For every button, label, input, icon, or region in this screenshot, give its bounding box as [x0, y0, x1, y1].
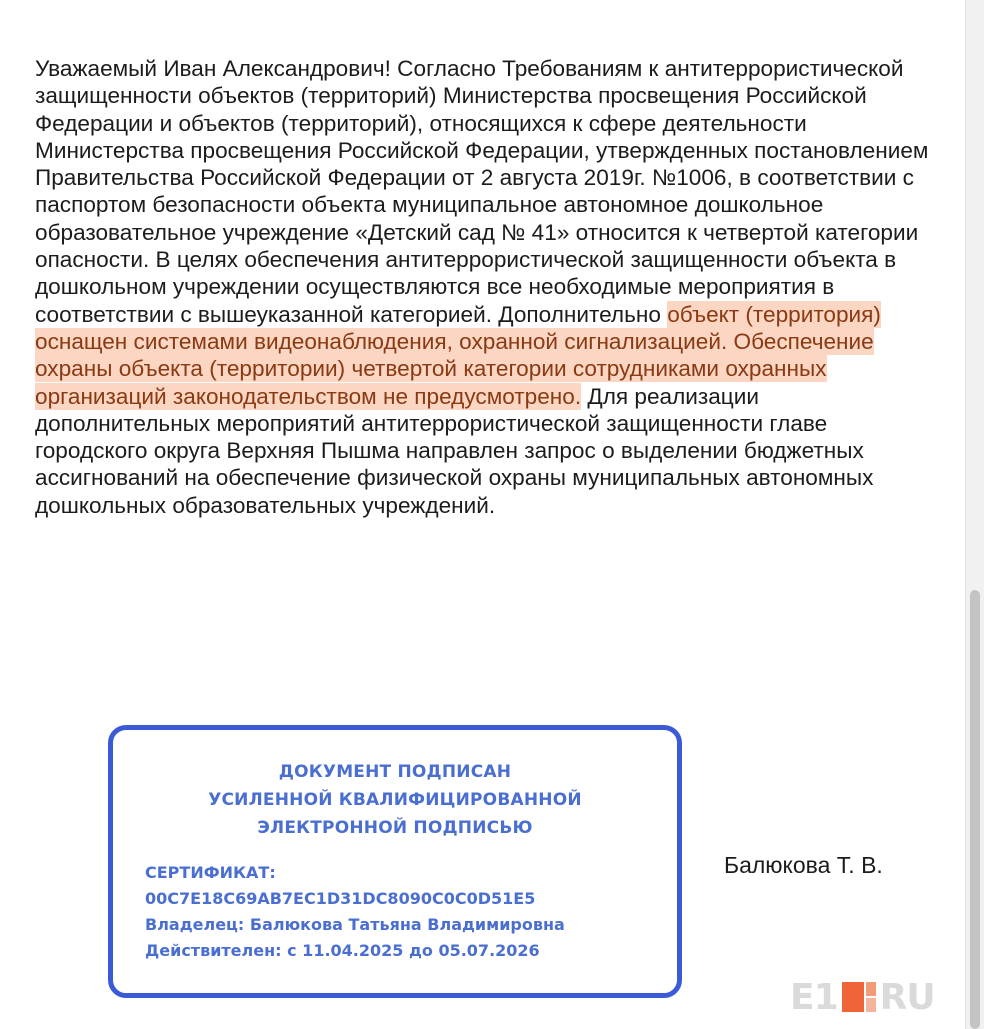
signatory-name: Балюкова Т. В.	[724, 852, 883, 878]
e1-logo-icon	[842, 980, 876, 1014]
certificate-number: 00C7E18C69AB7EC1D31DC8090C0C0D51E5	[145, 889, 536, 908]
scrollbar-thumb[interactable]	[970, 590, 980, 1029]
watermark-left-text: E1	[790, 976, 838, 1018]
electronic-signature-stamp	[108, 725, 682, 998]
e1-logo-watermark	[790, 975, 970, 1019]
vertical-scrollbar[interactable]	[965, 0, 984, 1029]
letter-text-part1: Уважаемый Иван Александрович! Согласно Требованиям к антитеррористической защищенности объектов (территорий) Министерства просвещения Российской Федерации и объектов (территорий), относящихся к сфере деятельности Министерства просвещения Российской Федерации, утвержденных постановлением Правительства Российской Федерации от 2 августа 2019г. №1006, в соответствии с паспортом безопасности объекта муниципальное автономное дошкольное образовательное учреждение «Детский сад № 41» относится к четвертой категории опасности. В целях обеспечения антитеррористической защищенности объекта в дошкольном учреждении осуществляются все необходимые мероприятия в соответствии с вышеуказанной категорией. Дополнительно	[35, 56, 929, 327]
stamp-heading-line3: ЭЛЕКТРОННОЙ ПОДПИСЬЮ	[257, 818, 533, 838]
stamp-heading-line2: УСИЛЕННОЙ КВАЛИФИЦИРОВАННОЙ	[208, 790, 582, 810]
certificate-validity: Действителен: с 11.04.2025 до 05.07.2026	[145, 941, 540, 960]
highlighted-passage: объект (территория) оснащен системами видеонаблюдения, охранной сигнализацией. Обеспечение охраны объекта (территории) четвертой категории сотрудниками охранных организаций законодательством не предусмотрено.	[35, 301, 881, 409]
stamp-details	[145, 860, 565, 964]
stamp-heading-line1: ДОКУМЕНТ ПОДПИСАН	[278, 762, 512, 782]
letter-text-part2: Для реализации дополнительных мероприятий антитеррористической защищенности главе городского округа Верхняя Пышма направлен запрос о выделении бюджетных ассигнований на обеспечение физической охраны муниципальных автономных дошкольных образовательных учреждений.	[35, 383, 874, 518]
certificate-label: СЕРТИФИКАТ:	[145, 863, 276, 882]
watermark-right-text: RU	[879, 976, 935, 1018]
stamp-heading	[113, 758, 677, 842]
certificate-owner: Владелец: Балюкова Татьяна Владимировна	[145, 915, 565, 934]
letter-body	[35, 55, 935, 519]
